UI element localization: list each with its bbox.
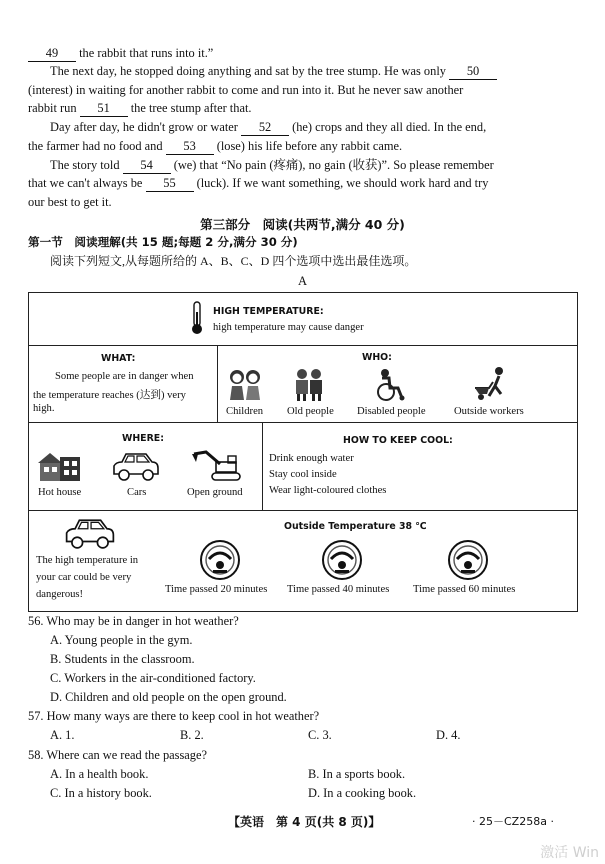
paper-code: · 25－CZ258a · bbox=[472, 815, 554, 828]
page-footer: 【英语 第 4 页(共 8 页)】 bbox=[228, 815, 381, 829]
car-interior-thermometer-icon-20 bbox=[199, 539, 241, 581]
where-cars-label: Cars bbox=[127, 487, 147, 498]
where-ground-label: Open ground bbox=[187, 487, 243, 498]
cloze-line-8: that we can't always be 55 (luck). If we want something, we should work hard and try bbox=[28, 176, 489, 190]
q58-option-d[interactable]: D. In a cooking book. bbox=[308, 786, 417, 800]
car-line-1: The high temperature in bbox=[36, 555, 139, 566]
who-disabled-label: Disabled people bbox=[357, 406, 426, 417]
q58-option-c[interactable]: C. In a history book. bbox=[50, 786, 152, 800]
os-activation-watermark: 激活 Win bbox=[540, 845, 599, 861]
wheelchair-icon bbox=[372, 368, 408, 402]
q58-option-a[interactable]: A. In a health book. bbox=[50, 767, 149, 781]
outside-temperature: Outside Temperature 38 ℃ bbox=[284, 521, 427, 532]
cloze-line-7: The story told 54 (we) that “No pain (疼痛), no gain (收获)”. So please remember bbox=[50, 158, 494, 172]
cloze-line-4: rabbit run 51 the tree stump after that. bbox=[28, 101, 252, 115]
cool-item-1: Drink enough water bbox=[269, 453, 354, 464]
old-people-icon bbox=[292, 366, 326, 402]
q57-option-b[interactable]: B. 2. bbox=[180, 728, 204, 742]
thermometer-icon bbox=[189, 300, 205, 336]
cloze-line-2: The next day, he stopped doing anything and sat by the tree stump. He was only 50 bbox=[50, 64, 578, 80]
children-icon bbox=[226, 368, 264, 402]
q56-option-d[interactable]: D. Children and old people on the open ground. bbox=[50, 690, 287, 704]
blank-53: 53 bbox=[166, 139, 214, 155]
blank-54: 54 bbox=[123, 158, 171, 174]
instructions: 阅读下列短文,从每题所给的 A、B、C、D 四个选项中选出最佳选项。 bbox=[50, 254, 417, 268]
time-20-label: Time passed 20 minutes bbox=[165, 584, 268, 595]
what-line-2: the temperature reaches (达到) very bbox=[33, 390, 186, 401]
hot-house-icon bbox=[36, 449, 82, 483]
car-interior-thermometer-icon-40 bbox=[321, 539, 363, 581]
cool-title: HOW TO KEEP COOL: bbox=[343, 435, 453, 446]
q57-option-a[interactable]: A. 1. bbox=[50, 728, 75, 742]
blank-49: 49 bbox=[28, 46, 76, 62]
cloze-line-3: (interest) in waiting for another rabbit to come and run into it. But he never saw another bbox=[28, 83, 464, 97]
blank-52: 52 bbox=[241, 120, 289, 136]
who-old-people-label: Old people bbox=[287, 406, 334, 417]
time-40-label: Time passed 40 minutes bbox=[287, 584, 390, 595]
question-57: 57. How many ways are there to keep cool in hot weather? bbox=[28, 709, 320, 723]
car-line-2: your car could be very bbox=[36, 572, 132, 583]
cloze-line-5: Day after day, he didn't grow or water 52 (he) crops and they all died. In the end, bbox=[50, 120, 487, 134]
time-60-label: Time passed 60 minutes bbox=[413, 584, 516, 595]
where-house-label: Hot house bbox=[38, 487, 82, 498]
q57-option-c[interactable]: C. 3. bbox=[308, 728, 332, 742]
question-56: 56. Who may be in danger in hot weather? bbox=[28, 614, 239, 628]
q57-option-d[interactable]: D. 4. bbox=[436, 728, 461, 742]
car-interior-thermometer-icon-60 bbox=[447, 539, 489, 581]
blank-55: 55 bbox=[146, 176, 194, 192]
blank-50: 50 bbox=[449, 64, 497, 80]
cloze-line-1: 49 the rabbit that runs into it.” bbox=[28, 46, 578, 62]
q58-option-b[interactable]: B. In a sports book. bbox=[308, 767, 406, 781]
divider-where-cool bbox=[262, 422, 263, 510]
cool-item-2: Stay cool inside bbox=[269, 469, 337, 480]
divider-what-who bbox=[217, 345, 218, 422]
question-58: 58. Where can we read the passage? bbox=[28, 748, 207, 762]
car-icon bbox=[110, 450, 162, 482]
cool-item-3: Wear light-coloured clothes bbox=[269, 485, 387, 496]
section-1-title: 第一节 阅读理解(共 15 题;每题 2 分,满分 30 分) bbox=[28, 235, 298, 249]
q56-option-a[interactable]: A. Young people in the gym. bbox=[50, 633, 193, 647]
what-title: WHAT: bbox=[101, 353, 136, 364]
outside-worker-icon bbox=[473, 366, 511, 402]
cloze-line-9: our best to get it. bbox=[28, 195, 112, 209]
q56-option-b[interactable]: B. Students in the classroom. bbox=[50, 652, 195, 666]
section-3-title: 第三部分 阅读(共两节,满分 40 分) bbox=[200, 217, 405, 232]
divider-row-2 bbox=[28, 422, 578, 423]
poster-subtitle: high temperature may cause danger bbox=[213, 322, 364, 333]
divider-row-3 bbox=[28, 510, 578, 511]
what-line-1: Some people are in danger when bbox=[55, 371, 194, 382]
passage-label: A bbox=[297, 274, 308, 288]
where-title: WHERE: bbox=[122, 433, 164, 444]
poster-title: HIGH TEMPERATURE: bbox=[213, 306, 324, 317]
who-workers-label: Outside workers bbox=[454, 406, 524, 417]
hot-car-icon bbox=[62, 516, 118, 550]
what-line-3: high. bbox=[33, 403, 55, 414]
cloze-line-6: the farmer had no food and 53 (lose) his life before any rabbit came. bbox=[28, 139, 403, 153]
divider-row-1 bbox=[28, 345, 578, 346]
q56-option-c[interactable]: C. Workers in the air-conditioned factory. bbox=[50, 671, 256, 685]
car-line-3: dangerous! bbox=[36, 589, 84, 600]
who-children-label: Children bbox=[226, 406, 264, 417]
who-title: WHO: bbox=[362, 352, 392, 363]
blank-51: 51 bbox=[80, 101, 128, 117]
excavator-icon bbox=[190, 450, 242, 482]
